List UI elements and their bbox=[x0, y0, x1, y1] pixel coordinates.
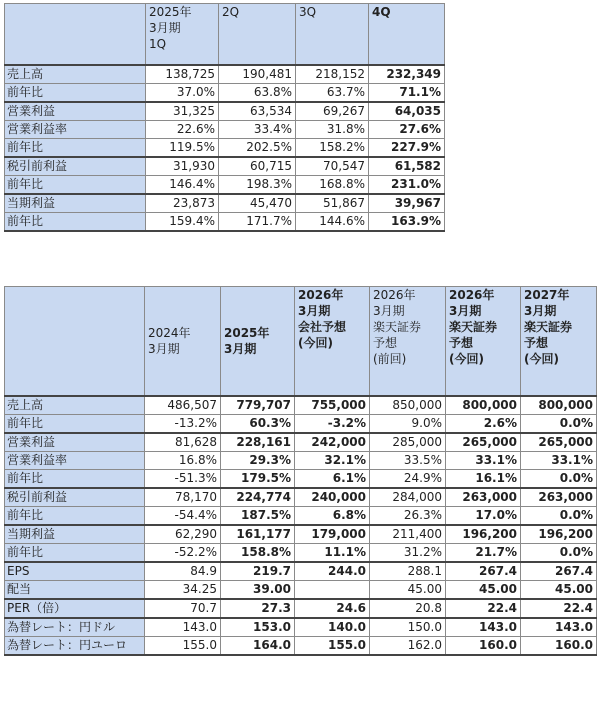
row-label: EPS bbox=[5, 562, 145, 581]
table-cell: 153.0 bbox=[221, 618, 295, 637]
table-cell: 60,715 bbox=[219, 157, 296, 176]
table-cell: 138,725 bbox=[146, 65, 219, 84]
table-cell: -3.2% bbox=[295, 415, 370, 434]
table-cell: 158.8% bbox=[221, 544, 295, 563]
table-cell: 32.1% bbox=[295, 452, 370, 470]
table-cell: 9.0% bbox=[370, 415, 446, 434]
table-cell: 23,873 bbox=[146, 194, 219, 213]
row-label: 前年比 bbox=[5, 213, 146, 232]
table-row bbox=[5, 488, 597, 507]
row-label: 営業利益 bbox=[5, 433, 145, 452]
table-cell: 161,177 bbox=[221, 525, 295, 544]
table-cell: 81,628 bbox=[145, 433, 221, 452]
table-cell: 163.9% bbox=[369, 213, 445, 232]
table-cell: 33.5% bbox=[370, 452, 446, 470]
row-label: 営業利益 bbox=[5, 102, 146, 121]
row-label: 売上高 bbox=[5, 396, 145, 415]
table-cell: 150.0 bbox=[370, 618, 446, 637]
table-cell: 27.3 bbox=[221, 599, 295, 618]
table-cell bbox=[295, 581, 370, 600]
table-cell: 196,200 bbox=[521, 525, 597, 544]
quarterly-results-table bbox=[4, 3, 445, 232]
table-cell: 60.3% bbox=[221, 415, 295, 434]
table-cell: 850,000 bbox=[370, 396, 446, 415]
table-cell: 164.0 bbox=[221, 637, 295, 656]
annual-header-fy2025: 2025年 3月期 bbox=[221, 287, 295, 397]
table-cell: 34.25 bbox=[145, 581, 221, 600]
annual-header-corner bbox=[5, 287, 145, 397]
annual-forecast-table bbox=[4, 286, 597, 656]
table-row bbox=[5, 544, 597, 563]
table-cell: 486,507 bbox=[145, 396, 221, 415]
annual-header-fy2027-rakuten-now: 2027年 3月期 楽天証券 予想 (今回) bbox=[521, 287, 597, 397]
table-cell: 26.3% bbox=[370, 507, 446, 526]
table-cell: 179,000 bbox=[295, 525, 370, 544]
row-label: 当期利益 bbox=[5, 525, 145, 544]
table-cell: 6.8% bbox=[295, 507, 370, 526]
table-cell: 24.9% bbox=[370, 470, 446, 489]
table-row bbox=[5, 599, 597, 618]
table-row bbox=[5, 433, 597, 452]
table-row bbox=[5, 65, 445, 84]
table-cell: 21.7% bbox=[446, 544, 521, 563]
row-label: 為替レート：円ユーロ bbox=[5, 637, 145, 656]
table-cell: 143.0 bbox=[145, 618, 221, 637]
row-label: 当期利益 bbox=[5, 194, 146, 213]
table-cell: 51,867 bbox=[296, 194, 369, 213]
table-cell: 69,267 bbox=[296, 102, 369, 121]
table-row bbox=[5, 581, 597, 600]
table-cell: 159.4% bbox=[146, 213, 219, 232]
table-cell: -54.4% bbox=[145, 507, 221, 526]
table-cell: 144.6% bbox=[296, 213, 369, 232]
table-cell: 285,000 bbox=[370, 433, 446, 452]
row-label: 前年比 bbox=[5, 470, 145, 489]
table-cell: 263,000 bbox=[521, 488, 597, 507]
table-cell: -51.3% bbox=[145, 470, 221, 489]
table-cell: 218,152 bbox=[296, 65, 369, 84]
table-cell: 162.0 bbox=[370, 637, 446, 656]
table-row bbox=[5, 637, 597, 656]
table-cell: 31,325 bbox=[146, 102, 219, 121]
table-cell: 0.0% bbox=[521, 544, 597, 563]
table-cell: 198.3% bbox=[219, 176, 296, 195]
table-cell: 140.0 bbox=[295, 618, 370, 637]
table-cell: 288.1 bbox=[370, 562, 446, 581]
row-label: 前年比 bbox=[5, 176, 146, 195]
row-label: 前年比 bbox=[5, 84, 146, 103]
table-cell: 31.8% bbox=[296, 121, 369, 139]
table-cell: 33.1% bbox=[521, 452, 597, 470]
table-cell: 800,000 bbox=[521, 396, 597, 415]
table-cell: 755,000 bbox=[295, 396, 370, 415]
table-cell: 143.0 bbox=[521, 618, 597, 637]
table-cell: 62,290 bbox=[145, 525, 221, 544]
table-cell: 31,930 bbox=[146, 157, 219, 176]
table-cell: 0.0% bbox=[521, 507, 597, 526]
table-cell: 160.0 bbox=[521, 637, 597, 656]
table-cell: 37.0% bbox=[146, 84, 219, 103]
quarterly-header-3q: 3Q bbox=[296, 4, 369, 66]
table-cell: 231.0% bbox=[369, 176, 445, 195]
annual-header-fy2026-company: 2026年 3月期 会社予想 (今回) bbox=[295, 287, 370, 397]
row-label: 営業利益率 bbox=[5, 121, 146, 139]
table-cell: 16.1% bbox=[446, 470, 521, 489]
table-cell: 6.1% bbox=[295, 470, 370, 489]
table-cell: 84.9 bbox=[145, 562, 221, 581]
table-cell: 63,534 bbox=[219, 102, 296, 121]
table-cell: 22.4 bbox=[521, 599, 597, 618]
table-cell: 227.9% bbox=[369, 139, 445, 158]
table-row bbox=[5, 470, 597, 489]
table-cell: 779,707 bbox=[221, 396, 295, 415]
table-cell: 155.0 bbox=[295, 637, 370, 656]
row-label: 売上高 bbox=[5, 65, 146, 84]
table-row bbox=[5, 84, 445, 103]
row-label: 為替レート：円ドル bbox=[5, 618, 145, 637]
table-cell: 265,000 bbox=[521, 433, 597, 452]
table-cell: 119.5% bbox=[146, 139, 219, 158]
table-cell: 63.8% bbox=[219, 84, 296, 103]
table-row bbox=[5, 176, 445, 195]
table-cell: 263,000 bbox=[446, 488, 521, 507]
table-row bbox=[5, 194, 445, 213]
table-cell: 196,200 bbox=[446, 525, 521, 544]
quarterly-header-1q: 2025年 3月期 1Q bbox=[146, 4, 219, 66]
table-cell: 232,349 bbox=[369, 65, 445, 84]
table-cell: 168.8% bbox=[296, 176, 369, 195]
table-row bbox=[5, 618, 597, 637]
row-label: 前年比 bbox=[5, 544, 145, 563]
table-cell: 190,481 bbox=[219, 65, 296, 84]
table-cell: 224,774 bbox=[221, 488, 295, 507]
table-cell: 242,000 bbox=[295, 433, 370, 452]
quarterly-header-4q: 4Q bbox=[369, 4, 445, 66]
table-cell: 20.8 bbox=[370, 599, 446, 618]
table-cell: 31.2% bbox=[370, 544, 446, 563]
table-cell: 16.8% bbox=[145, 452, 221, 470]
row-label: PER（倍） bbox=[5, 599, 145, 618]
table-cell: 45.00 bbox=[521, 581, 597, 600]
row-label: 前年比 bbox=[5, 139, 146, 158]
table-cell: 45.00 bbox=[370, 581, 446, 600]
table-cell: 11.1% bbox=[295, 544, 370, 563]
table-row bbox=[5, 415, 597, 434]
table-cell: 78,170 bbox=[145, 488, 221, 507]
table-cell: 240,000 bbox=[295, 488, 370, 507]
table-cell: -52.2% bbox=[145, 544, 221, 563]
table-cell: 33.4% bbox=[219, 121, 296, 139]
quarterly-header-corner bbox=[5, 4, 146, 66]
table-cell: 179.5% bbox=[221, 470, 295, 489]
table-cell: 267.4 bbox=[521, 562, 597, 581]
table-cell: 63.7% bbox=[296, 84, 369, 103]
row-label: 営業利益率 bbox=[5, 452, 145, 470]
table-cell: 24.6 bbox=[295, 599, 370, 618]
table-cell: 284,000 bbox=[370, 488, 446, 507]
table-cell: -13.2% bbox=[145, 415, 221, 434]
annual-header-fy2026-rakuten-prev: 2026年 3月期 楽天証券 予想 (前回) bbox=[370, 287, 446, 397]
table-cell: 22.6% bbox=[146, 121, 219, 139]
table-row bbox=[5, 157, 445, 176]
table-cell: 244.0 bbox=[295, 562, 370, 581]
table-cell: 27.6% bbox=[369, 121, 445, 139]
row-label: 配当 bbox=[5, 581, 145, 600]
table-cell: 22.4 bbox=[446, 599, 521, 618]
table-cell: 0.0% bbox=[521, 470, 597, 489]
table-cell: 70.7 bbox=[145, 599, 221, 618]
table-row bbox=[5, 507, 597, 526]
table-cell: 202.5% bbox=[219, 139, 296, 158]
table-cell: 158.2% bbox=[296, 139, 369, 158]
row-label: 前年比 bbox=[5, 507, 145, 526]
table-cell: 61,582 bbox=[369, 157, 445, 176]
table-cell: 160.0 bbox=[446, 637, 521, 656]
quarterly-header-2q: 2Q bbox=[219, 4, 296, 66]
annual-header-fy2024: 2024年 3月期 bbox=[145, 287, 221, 397]
table-cell: 29.3% bbox=[221, 452, 295, 470]
table-cell: 70,547 bbox=[296, 157, 369, 176]
annual-header-fy2026-rakuten-now: 2026年 3月期 楽天証券 予想 (今回) bbox=[446, 287, 521, 397]
table-row bbox=[5, 525, 597, 544]
table-cell: 265,000 bbox=[446, 433, 521, 452]
table-cell: 143.0 bbox=[446, 618, 521, 637]
quarterly-header-row bbox=[5, 4, 445, 66]
table-row bbox=[5, 139, 445, 158]
table-cell: 39,967 bbox=[369, 194, 445, 213]
table-cell: 45.00 bbox=[446, 581, 521, 600]
annual-header-row bbox=[5, 287, 597, 397]
table-cell: 219.7 bbox=[221, 562, 295, 581]
table-row bbox=[5, 213, 445, 232]
table-cell: 228,161 bbox=[221, 433, 295, 452]
table-cell: 64,035 bbox=[369, 102, 445, 121]
row-label: 税引前利益 bbox=[5, 488, 145, 507]
table-row bbox=[5, 102, 445, 121]
table-row bbox=[5, 121, 445, 139]
table-cell: 0.0% bbox=[521, 415, 597, 434]
table-cell: 267.4 bbox=[446, 562, 521, 581]
table-cell: 171.7% bbox=[219, 213, 296, 232]
table-cell: 2.6% bbox=[446, 415, 521, 434]
table-row bbox=[5, 452, 597, 470]
table-cell: 17.0% bbox=[446, 507, 521, 526]
table-cell: 155.0 bbox=[145, 637, 221, 656]
table-row bbox=[5, 396, 597, 415]
table-cell: 33.1% bbox=[446, 452, 521, 470]
table-cell: 211,400 bbox=[370, 525, 446, 544]
table-cell: 39.00 bbox=[221, 581, 295, 600]
row-label: 前年比 bbox=[5, 415, 145, 434]
table-cell: 71.1% bbox=[369, 84, 445, 103]
table-cell: 45,470 bbox=[219, 194, 296, 213]
table-cell: 187.5% bbox=[221, 507, 295, 526]
table-cell: 146.4% bbox=[146, 176, 219, 195]
row-label: 税引前利益 bbox=[5, 157, 146, 176]
table-row bbox=[5, 562, 597, 581]
table-cell: 800,000 bbox=[446, 396, 521, 415]
